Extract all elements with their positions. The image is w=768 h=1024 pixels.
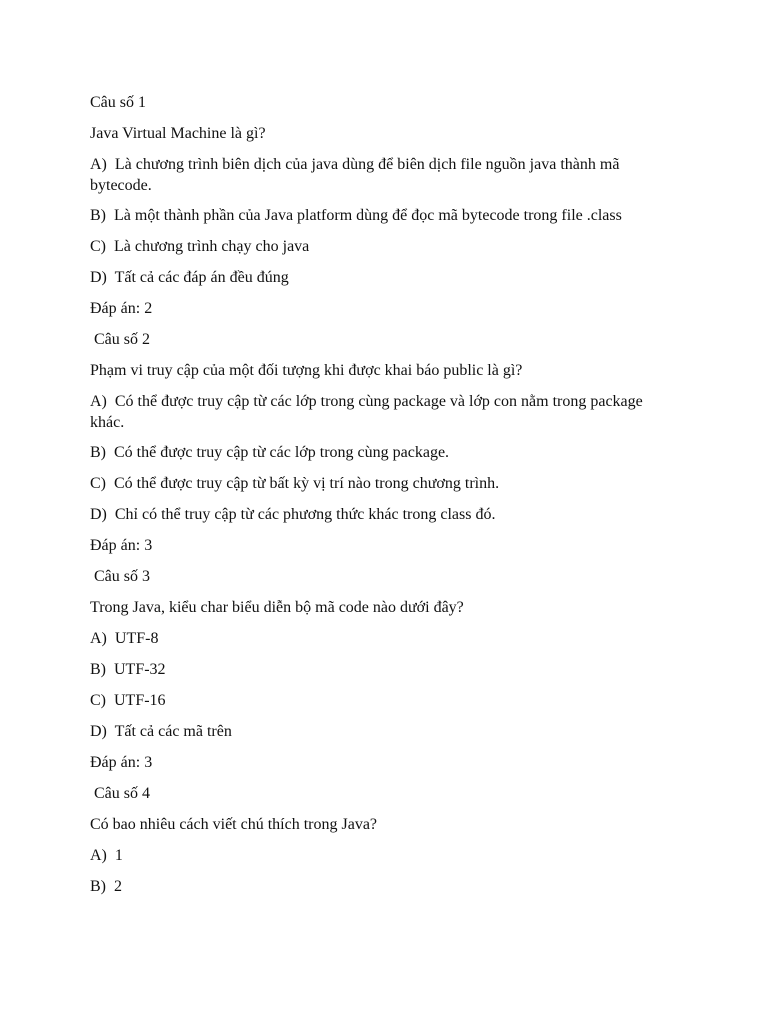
answer-option: B) UTF-32: [90, 661, 166, 678]
answer-option: A) Là chương trình biên dịch của java dùng để biên dịch file nguồn java thành mã bytecode.: [90, 156, 624, 194]
correct-answer: Đáp án: 3: [90, 754, 153, 771]
answer-option: A) 1: [90, 847, 123, 864]
answer-option: B) Có thể được truy cập từ các lớp trong cùng package.: [90, 444, 450, 461]
question-text: Trong Java, kiểu char biểu diễn bộ mã code nào dưới đây?: [90, 599, 464, 616]
answer-option: B) Là một thành phần của Java platform dùng để đọc mã bytecode trong file .class: [90, 207, 622, 224]
answer-option: D) Tất cả các đáp án đều đúng: [90, 269, 289, 286]
answer-option: C) Là chương trình chạy cho java: [90, 238, 310, 255]
correct-answer: Đáp án: 3: [90, 537, 153, 554]
answer-option: C) UTF-16: [90, 692, 166, 709]
answer-option: B) 2: [90, 878, 122, 895]
question-text: Phạm vi truy cập của một đối tượng khi được khai báo public là gì?: [90, 362, 523, 379]
question-heading: Câu số 4: [90, 785, 150, 802]
answer-option: A) Có thể được truy cập từ các lớp trong cùng package và lớp con nằm trong package khác.: [90, 393, 647, 431]
question-heading: Câu số 3: [90, 568, 150, 585]
answer-option: D) Chỉ có thể truy cập từ các phương thức khác trong class đó.: [90, 506, 496, 523]
answer-option: C) Có thể được truy cập từ bất kỳ vị trí nào trong chương trình.: [90, 475, 500, 492]
question-text: Java Virtual Machine là gì?: [90, 125, 266, 142]
question-heading: Câu số 1: [90, 94, 146, 111]
question-heading: Câu số 2: [90, 331, 150, 348]
answer-option: A) UTF-8: [90, 630, 159, 647]
answer-option: D) Tất cả các mã trên: [90, 723, 232, 740]
question-text: Có bao nhiêu cách viết chú thích trong Java?: [90, 816, 378, 833]
correct-answer: Đáp án: 2: [90, 300, 153, 317]
document-content: [90, 92, 670, 907]
